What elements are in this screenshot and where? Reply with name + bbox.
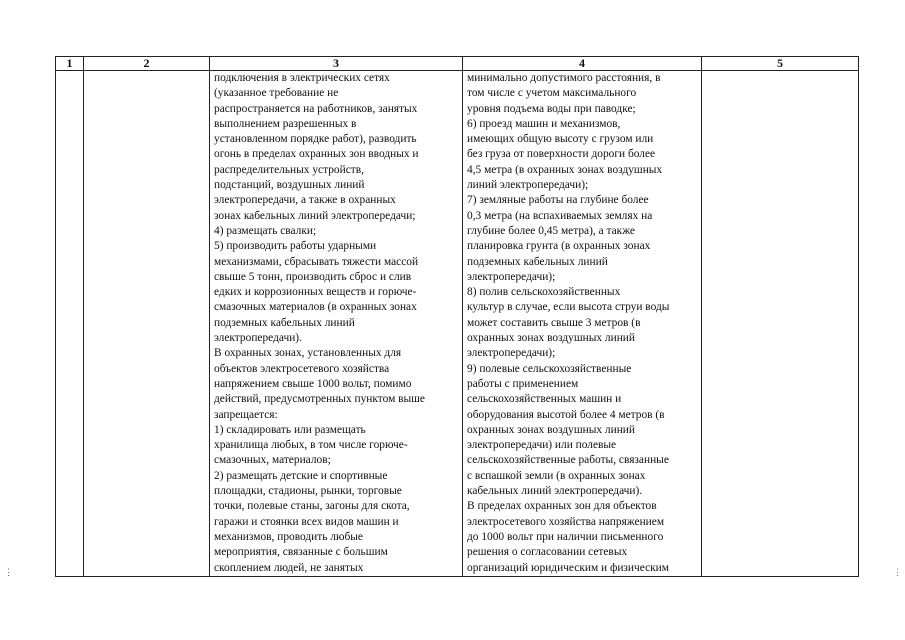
text-line: (указанное требование не	[214, 87, 339, 100]
text-line: механизмами, сбрасывать тяжести массой	[214, 255, 419, 268]
text-line: гаражи и стоянки всех видов машин и	[214, 515, 399, 528]
text-line: охранных зонах воздушных линий	[467, 332, 635, 345]
text-line: линий электропередачи);	[467, 179, 589, 192]
text-line: кабельных линий электропередачи).	[467, 485, 643, 498]
text-line: объектов электросетевого хозяйства	[214, 362, 390, 375]
text-line: скоплением людей, не занятых	[214, 561, 364, 574]
text-line: В охранных зонах, установленных для	[214, 347, 402, 360]
table-row	[56, 71, 859, 577]
text-line: огонь в пределах охранных зон вводных и	[214, 148, 419, 161]
text-line: зонах кабельных линий электропередачи;	[214, 209, 416, 222]
column-header-2: 2	[84, 57, 210, 71]
cell-col-4	[463, 71, 702, 577]
text-line: выполнением разрешенных в	[214, 117, 357, 130]
text-line: оборудования высотой более 4 метров (в	[467, 408, 665, 421]
text-line: 7) земляные работы на глубине более	[467, 194, 649, 207]
text-line: планировка грунта (в охранных зонах	[467, 240, 651, 253]
cell-col-2	[84, 71, 210, 577]
text-line: электропередачи, а также в охранных	[214, 194, 396, 207]
text-line: электропередачи) или полевые	[467, 439, 617, 452]
text-line: без груза от поверхности дороги более	[467, 148, 656, 161]
text-line: 4) размещать свалки;	[214, 224, 317, 237]
restrictions-text-col4	[463, 71, 701, 576]
text-line: сельскохозяйственные работы, связанные	[467, 454, 669, 467]
text-line: электропередачи);	[467, 270, 556, 283]
text-line: свыше 5 тонн, производить сброс и слив	[214, 270, 412, 283]
column-header-1: 1	[56, 57, 84, 71]
text-line: организаций юридическим и физическим	[467, 561, 669, 574]
table-header-row	[56, 57, 859, 71]
text-line: механизмов, проводить любые	[214, 530, 363, 543]
text-line: подземных кабельных линий	[467, 255, 608, 268]
column-header-4: 4	[463, 57, 702, 71]
text-line: том числе с учетом максимального	[467, 87, 637, 100]
scan-edge-mark-left: ⋮	[4, 567, 13, 577]
text-line: решения о согласовании сетевых	[467, 546, 628, 559]
text-line: имеющих общую высоту с грузом или	[467, 133, 654, 146]
text-line: охранных зонах воздушных линий	[467, 423, 635, 436]
text-line: действий, предусмотренных пунктом выше	[214, 393, 425, 406]
text-line: смазочных, материалов;	[214, 454, 331, 467]
text-line: глубине более 0,45 метра), а также	[467, 224, 635, 237]
text-line: работы с применением	[467, 377, 579, 390]
text-line: 1) складировать или размещать	[214, 423, 366, 436]
text-line: 0,3 метра (на вспахиваемых землях на	[467, 209, 653, 222]
text-line: электропередачи).	[214, 332, 302, 345]
text-line: до 1000 вольт при наличии письменного	[467, 530, 664, 543]
text-line: напряжением свыше 1000 вольт, помимо	[214, 377, 412, 390]
text-line: площадки, стадионы, рынки, торговые	[214, 485, 402, 498]
text-line: 4,5 метра (в охранных зонах воздушных	[467, 163, 663, 176]
text-line: мероприятия, связанные с большим	[214, 546, 388, 559]
regulations-table	[55, 56, 859, 577]
column-header-3: 3	[210, 57, 463, 71]
text-line: электросетевого хозяйства напряжением	[467, 515, 665, 528]
text-line: с вспашкой земли (в охранных зонах	[467, 469, 646, 482]
restrictions-text-col3	[210, 71, 462, 576]
text-line: установленном порядке работ), разводить	[214, 133, 417, 146]
text-line: 2) размещать детские и спортивные	[214, 469, 388, 482]
text-line: 8) полив сельскохозяйственных	[467, 286, 621, 299]
text-line: 6) проезд машин и механизмов,	[467, 117, 621, 130]
cell-col-1	[56, 71, 84, 577]
text-line: культур в случае, если высота струи воды	[467, 301, 670, 314]
text-line: минимально допустимого расстояния, в	[467, 72, 661, 84]
text-line: электропередачи);	[467, 347, 556, 360]
text-line: подземных кабельных линий	[214, 316, 355, 329]
text-line: может составить свыше 3 метров (в	[467, 316, 641, 329]
cell-col-5	[702, 71, 859, 577]
text-line: уровня подъема воды при паводке;	[467, 102, 636, 115]
text-line: точки, полевые станы, загоны для скота,	[214, 500, 410, 513]
text-line: едких и коррозионных веществ и горюче-	[214, 286, 417, 299]
text-line: В пределах охранных зон для объектов	[467, 500, 657, 513]
scan-edge-mark-right: ⋮	[893, 567, 902, 577]
text-line: подключения в электрических сетях	[214, 72, 390, 84]
text-line: распределительных устройств,	[214, 163, 364, 176]
text-line: подстанций, воздушных линий	[214, 179, 365, 192]
text-line: смазочных материалов (в охранных зонах	[214, 301, 417, 314]
text-line: 9) полевые сельскохозяйственные	[467, 362, 632, 375]
cell-col-3	[210, 71, 463, 577]
text-line: 5) производить работы ударными	[214, 240, 377, 253]
text-line: хранилища любых, в том числе горюче-	[214, 439, 408, 452]
text-line: распространяется на работников, занятых	[214, 102, 418, 115]
column-header-5: 5	[702, 57, 859, 71]
text-line: сельскохозяйственных машин и	[467, 393, 622, 406]
text-line: запрещается:	[214, 408, 278, 421]
